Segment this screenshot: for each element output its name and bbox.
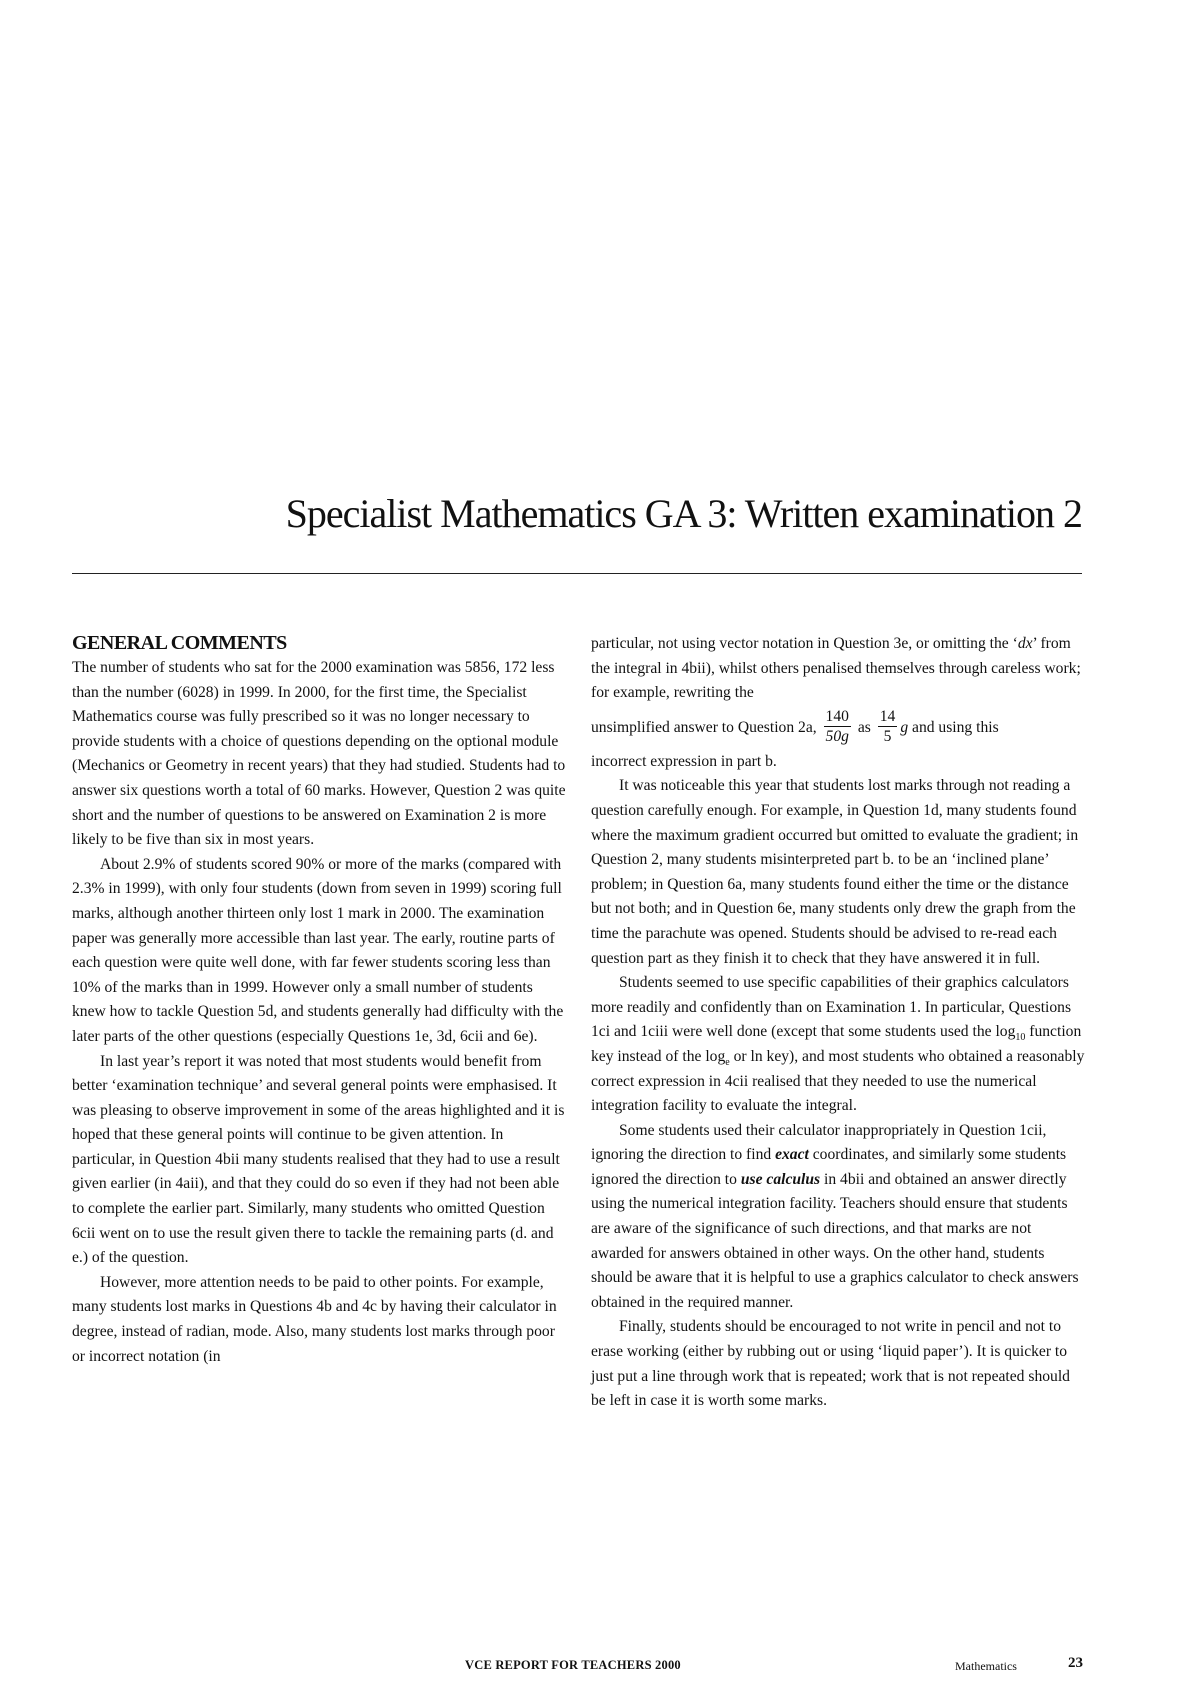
paragraph: Finally, students should be encouraged to not write in pencil and not to erase working (either by rubbing out or using ‘liquid paper’). It is quicker to just put a line through work that is repeated; work that is not repeated should be left in case it is worth some marks. bbox=[591, 1318, 1070, 1410]
paragraph: incorrect expression in part b. bbox=[591, 752, 777, 770]
page-title: Specialist Mathematics GA 3: Written examination 2 bbox=[285, 491, 1082, 536]
paragraph: Some students used their calculator inappropriately in Question 1cii, ignoring the direction to find exact coordinates, and similarly some students ignored the direction to use calculus in 4bii and obtained an answer directly using the numerical integration facility. Teachers should ensure that students are aware of the significance of such directions, and that marks are not awarded for answers obtained in other ways. On the other hand, students should be aware that it is helpful to use a graphics calculator to check answers obtained in the required manner. bbox=[591, 1121, 1079, 1311]
right-column bbox=[591, 632, 1085, 1414]
title-rule bbox=[72, 573, 1082, 574]
paragraph: However, more attention needs to be paid to other points. For example, many students lost marks in Questions 4b and 4c by having their calculator in degree, instead of radian, mode. Also, many students lost marks through poor or incorrect notation (in bbox=[72, 1273, 557, 1365]
paragraph: Students seemed to use specific capabilities of their graphics calculators more readily and confidently than on Examination 1. In particular, Questions 1ci and 1ciii were well done (except that some students used the $\log_{10}$ function key instead of the $\log_e$ or ln key), and most students who obtained a reasonably correct expression in 4cii realised that they needed to use the numerical integration facility to evaluate the integral. bbox=[591, 974, 1085, 1115]
paragraph: In last year’s report it was noted that most students would benefit from better ‘examination technique’ and several general points were emphasised. It was pleasing to observe improvement in some of the areas highlighted and it is hoped that these general points will continue to be given attention. In particular, in Question 4bii many students realised that they had to use a result given earlier (in 4aii), and that they could do so even if they had not been able to complete the earlier part. Similarly, many students who omitted Question 6cii went on to use the result given there to tackle the remaining parts (d. and e.) of the question. bbox=[72, 1052, 565, 1267]
paragraph: It was noticeable this year that students lost marks through not reading a question carefully enough. For example, in Question 1d, many students found where the maximum gradient occurred but omitted to evaluate the gradient; in Question 2, many students misinterpreted part b. to be an ‘inclined plane’ problem; in Question 6a, many students found either the time or the distance but not both; and in Question 6e, many students only drew the graph from the time the parachute was opened. Students should be advised to re-read each question part as they finish it to check that they have answered it in full. bbox=[591, 777, 1079, 967]
footer-report-title: VCE REPORT FOR TEACHERS 2000 bbox=[465, 1658, 681, 1672]
fraction: $\frac{14}{5}$ bbox=[879, 707, 896, 745]
footer-subject: Mathematics bbox=[955, 1659, 1017, 1673]
paragraph: particular, not using vector notation in Question 3e, or omitting the ‘dx’ from the integral in 4bii), whilst others penalised themselves through careless work; for example, rewriting the bbox=[591, 635, 1081, 702]
section-heading: GENERAL COMMENTS bbox=[72, 632, 287, 654]
left-column bbox=[72, 630, 566, 1369]
formula-line: unsimplified answer to Question 2a, $\frac{140}{50g}$ as $\frac{14}{5}$ g and using this bbox=[591, 707, 999, 745]
paragraph: The number of students who sat for the 2000 examination was 5856, 172 less than the number (6028) in 1999. In 2000, for the first time, the Specialist Mathematics course was fully prescribed so it was no longer necessary to provide students with a choice of questions depending on the optional module (Mechanics or Geometry in recent years) that they had studied. Students had to answer six questions worth a total of 60 marks. However, Question 2 was quite short and the number of questions to be answered on Examination 2 is more likely to be five than six in most years. bbox=[72, 659, 566, 849]
paragraph: About 2.9% of students scored 90% or more of the marks (compared with 2.3% in 1999), with only four students (down from seven in 1999) scoring full marks, although another thirteen only lost 1 mark in 2000. The examination paper was generally more accessible than last year. The early, routine parts of each question were quite well done, with far fewer students scoring less than 10% of the marks than in 1999. However only a small number of students knew how to tackle Question 5d, and students generally had difficulty with the later parts of the other questions (especially Questions 1e, 3d, 6cii and 6e). bbox=[72, 855, 564, 1045]
page-number: 23 bbox=[1068, 1655, 1083, 1671]
fraction: $\frac{140}{50g}$ bbox=[825, 707, 849, 745]
